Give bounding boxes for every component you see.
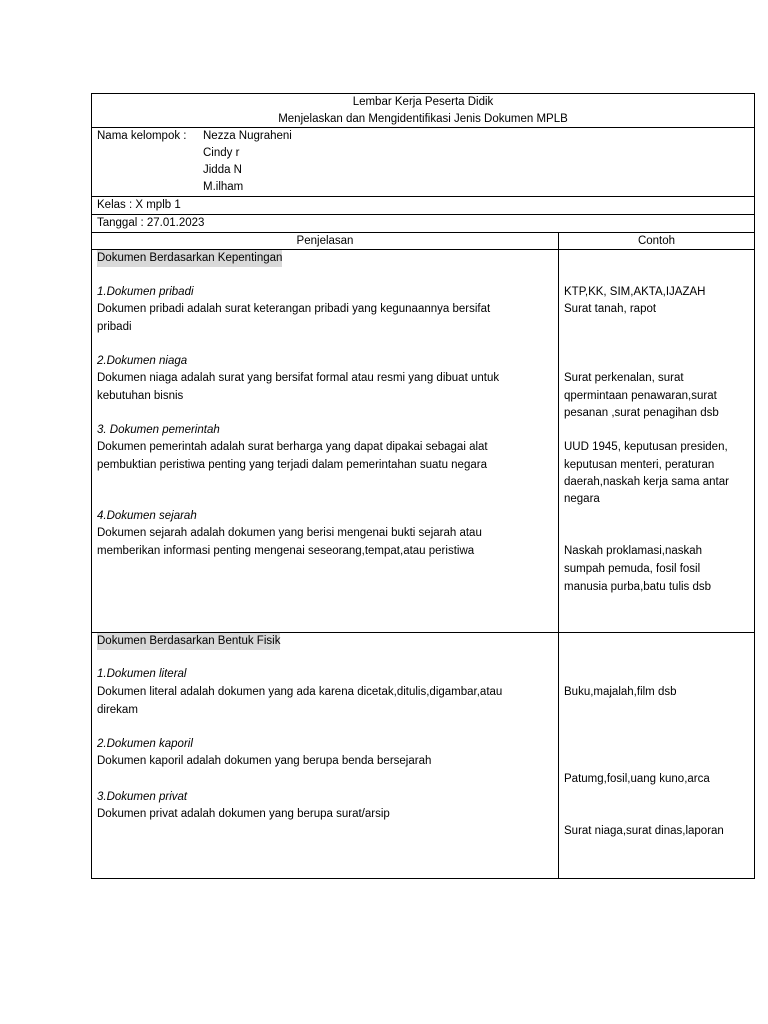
item-title: 1.Dokumen literal bbox=[97, 668, 187, 680]
contoh-line: Surat perkenalan, surat bbox=[564, 372, 684, 384]
contoh-line: keputusan menteri, peraturan bbox=[564, 459, 715, 471]
worksheet-table bbox=[91, 93, 755, 879]
contoh-line: qpermintaan penawaran,surat bbox=[564, 390, 717, 402]
group-row bbox=[92, 128, 754, 197]
contoh-line: sumpah pemuda, fosil fosil bbox=[564, 563, 701, 575]
item-desc: Dokumen kaporil adalah dokumen yang berupa benda bersejarah bbox=[97, 755, 432, 767]
contoh-line: manusia purba,batu tulis dsb bbox=[564, 581, 712, 593]
item-desc: direkam bbox=[97, 704, 138, 716]
header-contoh: Contoh bbox=[637, 235, 676, 247]
section2-contoh bbox=[559, 633, 754, 878]
item-desc: kebutuhan bisnis bbox=[97, 390, 184, 402]
contoh-line: daerah,naskah kerja sama antar bbox=[564, 476, 729, 488]
item-desc: Dokumen pribadi adalah surat keterangan pribadi yang kegunaannya bersifat bbox=[97, 303, 491, 315]
section-kepentingan bbox=[92, 250, 754, 633]
tanggal-row bbox=[92, 215, 754, 233]
item-title: 2.Dokumen niaga bbox=[97, 355, 188, 367]
item-desc: memberikan informasi penting mengenai seseorang,tempat,atau peristiwa bbox=[97, 545, 475, 557]
contoh-line: Patumg,fosil,uang kuno,arca bbox=[564, 773, 710, 785]
item-desc: Dokumen niaga adalah surat yang bersifat formal atau resmi yang dibuat untuk bbox=[97, 372, 500, 384]
contoh-line: KTP,KK, SIM,AKTA,IJAZAH bbox=[564, 286, 706, 298]
member-list bbox=[203, 128, 292, 196]
worksheet-title: Lembar Kerja Peserta Didik bbox=[352, 96, 494, 108]
item-title: 1.Dokumen pribadi bbox=[97, 286, 194, 298]
section1-heading: Dokumen Berdasarkan Kepentingan bbox=[97, 250, 282, 267]
section1-contoh bbox=[559, 250, 754, 632]
section1-penjelasan bbox=[92, 250, 559, 632]
member-name: Cindy r bbox=[203, 147, 240, 159]
item-desc: Dokumen sejarah adalah dokumen yang berisi mengenai bukti sejarah atau bbox=[97, 527, 482, 539]
contoh-line: negara bbox=[564, 493, 600, 505]
section2-penjelasan bbox=[92, 633, 559, 878]
member-name: M.ilham bbox=[203, 181, 244, 193]
contoh-line: pesanan ,surat penagihan dsb bbox=[564, 407, 719, 419]
item-desc: Dokumen privat adalah dokumen yang berupa surat/arsip bbox=[97, 808, 390, 820]
contoh-line: Surat tanah, rapot bbox=[564, 303, 657, 315]
contoh-line: Surat niaga,surat dinas,laporan bbox=[564, 825, 724, 837]
item-title: 3. Dokumen pemerintah bbox=[97, 424, 220, 436]
title-row bbox=[92, 94, 754, 128]
kelas-row bbox=[92, 197, 754, 215]
contoh-line: UUD 1945, keputusan presiden, bbox=[564, 441, 728, 453]
item-desc: Dokumen literal adalah dokumen yang ada karena dicetak,ditulis,digambar,atau bbox=[97, 686, 503, 698]
contoh-line: Buku,majalah,film dsb bbox=[564, 686, 677, 698]
section2-heading: Dokumen Berdasarkan Bentuk Fisik bbox=[97, 633, 280, 650]
item-title: 3.Dokumen privat bbox=[97, 791, 188, 803]
item-title: 2.Dokumen kaporil bbox=[97, 738, 193, 750]
header-penjelasan: Penjelasan bbox=[92, 233, 559, 249]
section-bentuk-fisik bbox=[92, 633, 754, 878]
item-desc: pembuktian peristiwa penting yang terjadi dalam pemerintahan suatu negara bbox=[97, 459, 487, 471]
contoh-line: Naskah proklamasi,naskah bbox=[564, 545, 703, 557]
worksheet-subtitle: Menjelaskan dan Mengidentifikasi Jenis Dokumen MPLB bbox=[278, 113, 568, 125]
member-name: Jidda N bbox=[203, 164, 242, 176]
tanggal-text: Tanggal : 27.01.2023 bbox=[97, 217, 205, 229]
kelas-text: Kelas : X mplb 1 bbox=[97, 199, 181, 211]
item-desc: pribadi bbox=[97, 321, 132, 333]
item-desc: Dokumen pemerintah adalah surat berharga yang dapat dipakai sebagai alat bbox=[97, 441, 488, 453]
header-row bbox=[92, 233, 754, 250]
member-name: Nezza Nugraheni bbox=[203, 130, 292, 142]
item-title: 4.Dokumen sejarah bbox=[97, 510, 197, 522]
group-label: Nama kelompok : bbox=[97, 130, 187, 142]
